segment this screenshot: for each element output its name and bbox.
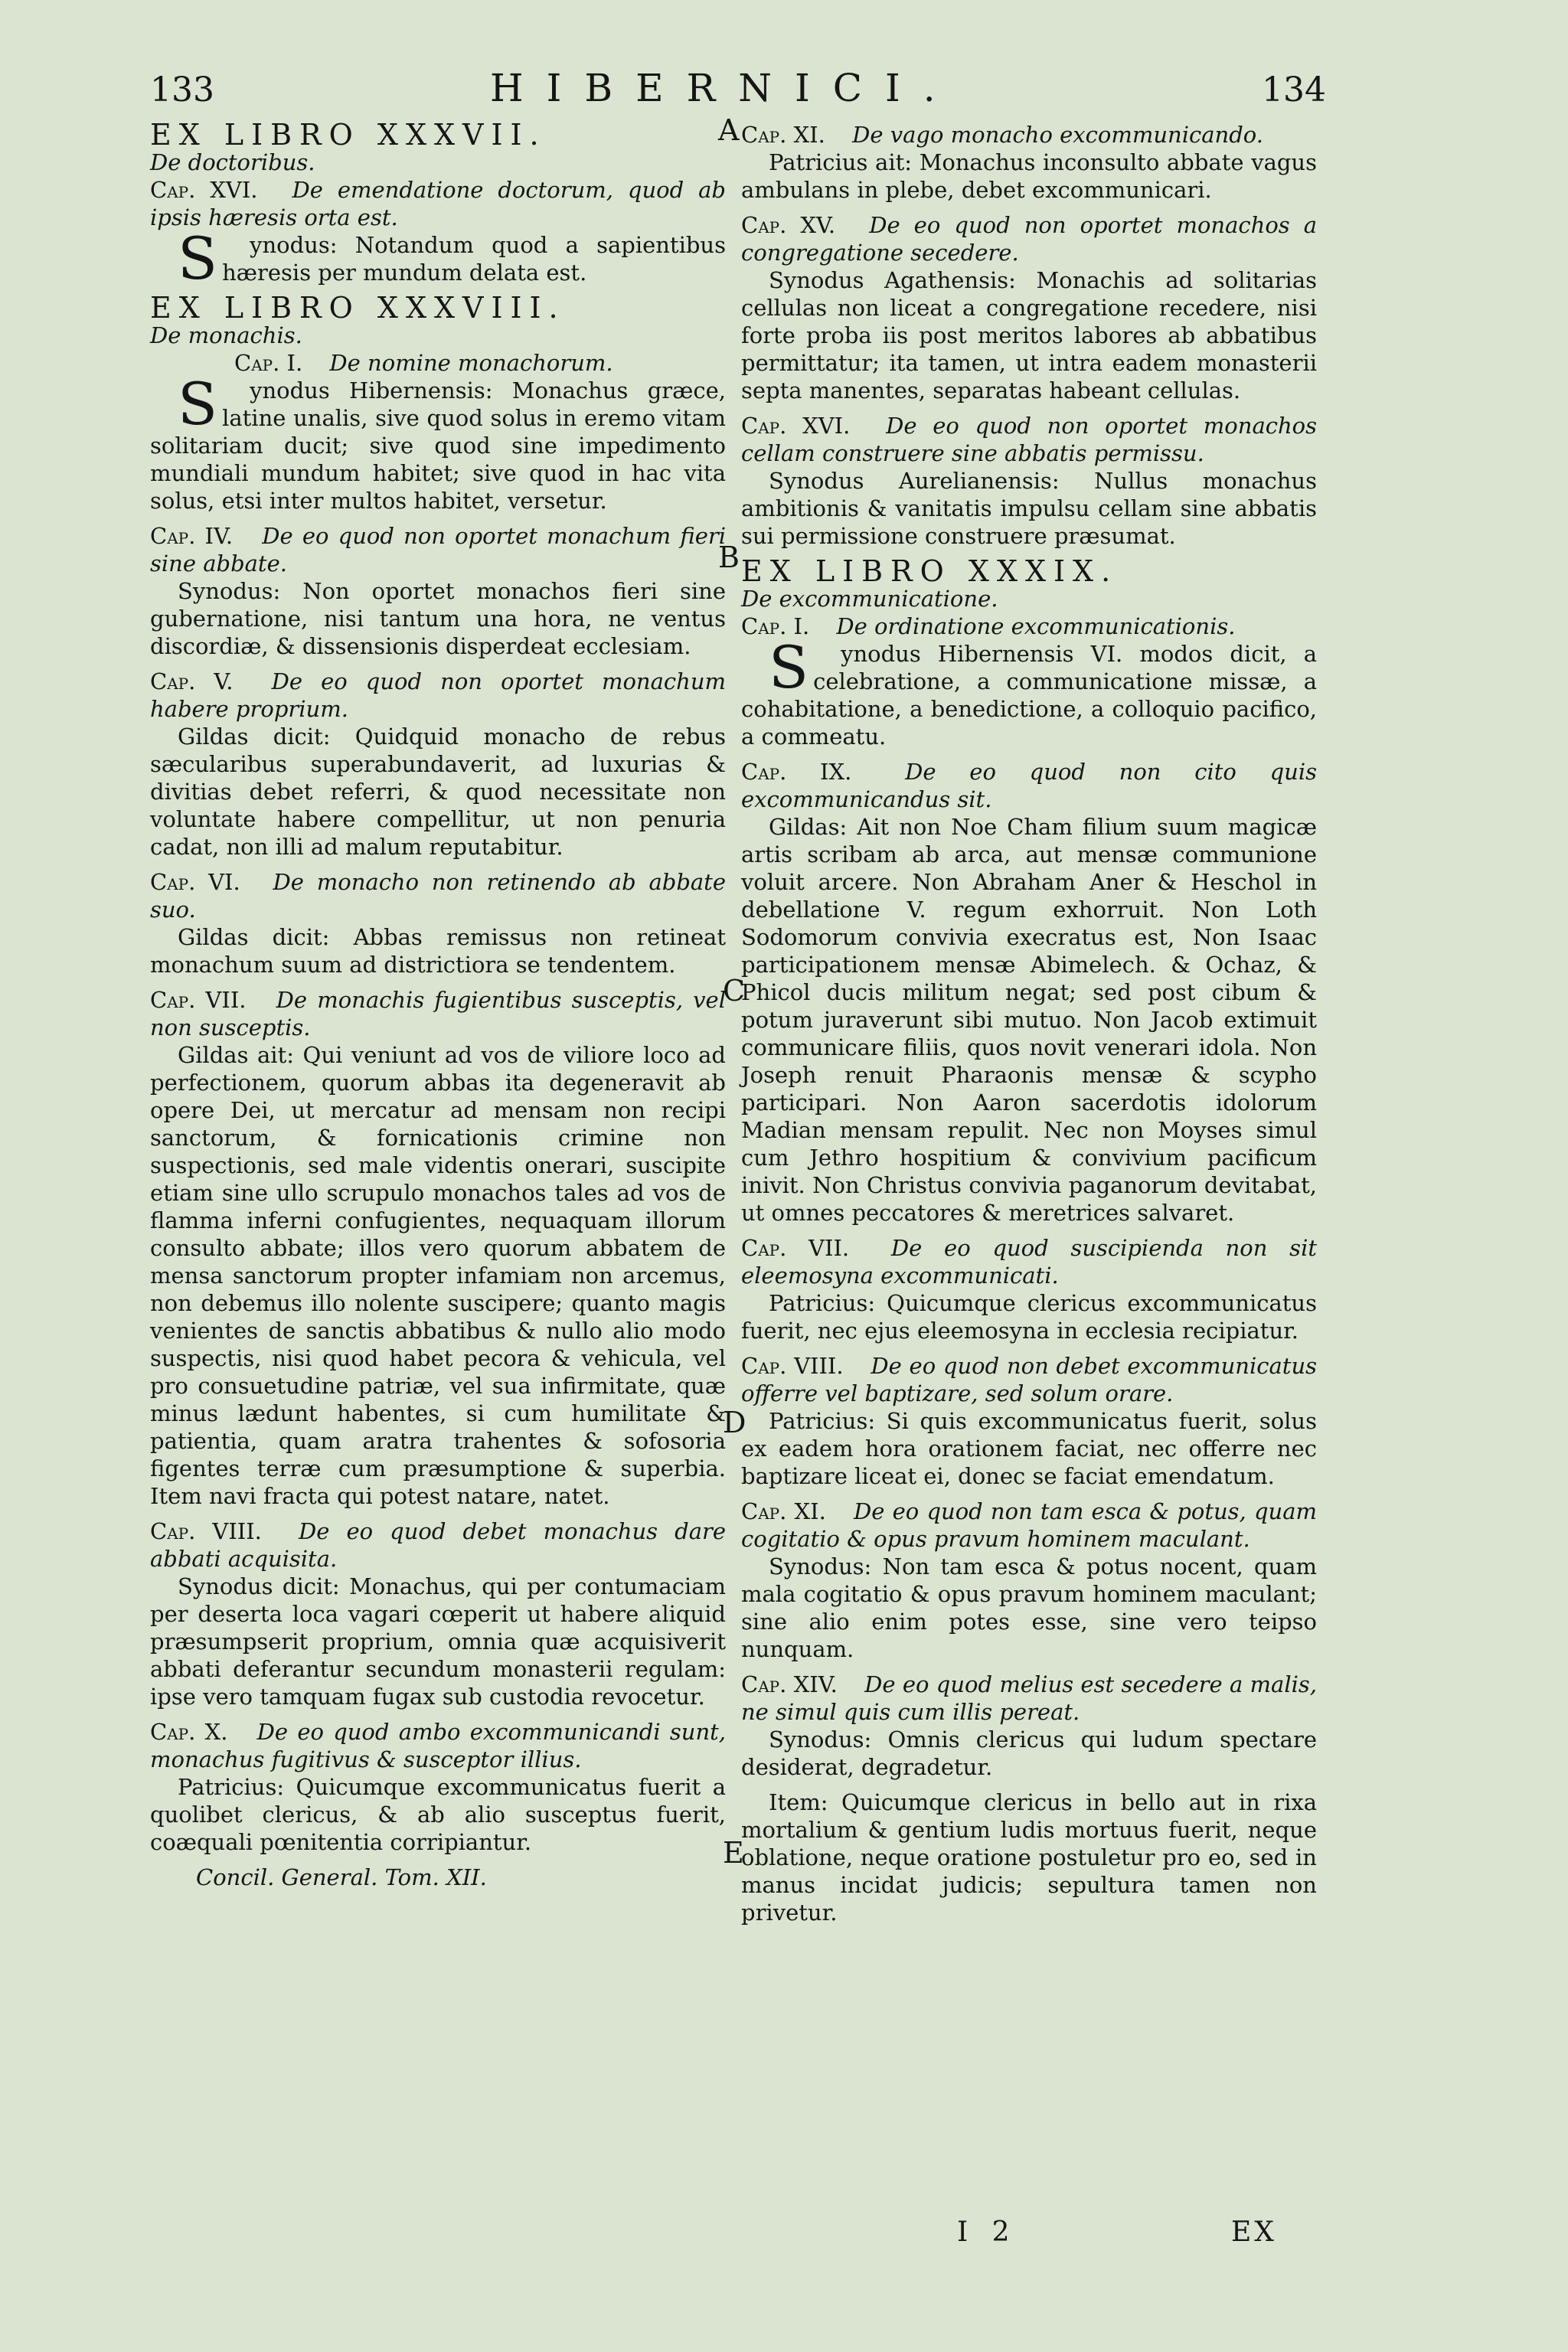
chapter-heading: [150, 1718, 726, 1773]
chapter-heading: [741, 1671, 1317, 1726]
chapter-title: De eo quod non oportet monachum habere proprium.: [150, 668, 726, 722]
chapter-number: Cap. VII.: [741, 1235, 850, 1261]
chapter-title: De eo quod non cito quis excommunicandus sit.: [741, 759, 1317, 812]
chapter-heading: [741, 412, 1317, 467]
right-column: [741, 121, 1317, 1934]
chapter-title: De monachis fugientibus susceptis, vel non susceptis.: [150, 987, 726, 1040]
left-page-number: 133: [150, 70, 214, 109]
paragraph: Synodus: Omnis clericus qui ludum spectare desiderat, degradetur.: [741, 1726, 1317, 1780]
paragraph: Gildas dicit: Quidquid monacho de rebus sæcularibus superabundaverit, ad luxurias & divitias debet referri, & quod necessitate non voluntate habere compellitur, ut non penuria cadat, non illi ad malum reputabitur.: [150, 724, 726, 860]
chapter-heading: [150, 986, 726, 1041]
chapter-number: Cap. V.: [150, 668, 234, 694]
chapter-heading: [150, 522, 726, 577]
chapter-number: Cap. VIII.: [741, 1353, 844, 1379]
chapter-title: De monacho non retinendo ab abbate suo.: [150, 869, 726, 923]
chapter-title: De eo quod debet monachus dare abbati acquisita.: [150, 1518, 727, 1572]
book-heading: EX LIBRO XXXIX.: [741, 554, 1119, 588]
chapter-heading: [150, 668, 726, 723]
margin-letter-e: E: [723, 1836, 744, 1870]
chapter-title: De vago monacho excommunicando.: [852, 122, 1263, 148]
margin-letter-a: A: [718, 113, 740, 147]
chapter-heading: [741, 612, 1317, 640]
chapter-number: Cap. VII.: [150, 987, 247, 1013]
paragraph: Synodus Hibernensis: Monachus græce, latine unalis, sive quod solus in eremo vitam solitariam ducit; sive quod sine impedimento mundiali mundum habitet; sive quod in hac vita solus, etsi inter multos habitet, versetur.: [150, 370, 726, 514]
chapter-heading: [741, 1234, 1317, 1289]
chapter-title: De eo quod suscipienda non sit eleemosyna excommunicati.: [741, 1235, 1317, 1289]
paragraph: Patricius: Quicumque clericus excommunicatus fuerit, nec ejus eleemosyna in ecclesia recipiatur.: [741, 1290, 1317, 1344]
paragraph: Synodus: Non tam esca & potus nocent, quam mala cogitatio & opus pravum hominem maculant; sine alio enim potes esse, sine vero teipso nunquam.: [741, 1553, 1317, 1662]
chapter-number: Cap. XVI.: [150, 177, 258, 203]
chapter-number: Cap. X.: [150, 1719, 228, 1745]
chapter-heading: [741, 121, 1317, 149]
book-heading: EX LIBRO XXXVII.: [150, 118, 547, 152]
right-page-number: 134: [1262, 70, 1326, 109]
chapter-number: Cap. XI.: [741, 1498, 826, 1524]
source-note: Concil. General. Tom. XII.: [196, 1864, 487, 1890]
chapter-title: De eo quod non oportet monachum fieri sine abbate.: [150, 523, 727, 577]
chapter-number: Cap. XI.: [741, 122, 825, 148]
chapter-title: De eo quod non debet excommunicatus offerre vel baptizare, sed solum orare.: [741, 1353, 1317, 1406]
paragraph: Patricius: Si quis excommunicatus fuerit, solus ex eadem hora orationem faciat, nec offerre nec baptizare liceat ei, donec se faciat emendatum.: [741, 1408, 1317, 1489]
chapter-number: Cap. I.: [741, 613, 810, 639]
margin-letter-d: D: [723, 1406, 746, 1439]
catchword: EX: [1231, 2216, 1277, 2248]
chapter-heading: [741, 758, 1317, 813]
chapter-heading: [150, 1517, 726, 1573]
chapter-heading: [741, 1498, 1317, 1553]
chapter-number: Cap. VI.: [150, 869, 240, 895]
running-title: HIBERNICI.: [490, 66, 959, 110]
paragraph: Gildas: Ait non Noe Cham filium suum magicæ artis scribam ab arca, aut mensæ communione voluit arcere. Non Abraham Aner & Heschol in debellatione V. regum exhorruit. Non Loth Sodomorum convivia execratus est, Non Isaac participationem mensæ Abimelech. & Ochaz, & Phicol ducis militum negat; sed post cibum & potum juraverunt sibi mutuo. Non Jacob extimuit communicare filiis, quos novit venerari idola. Non Joseph renuit Pharaonis mensæ & scypho participari. Non Aaron sacerdotis idolorum Madian mensam repulit. Nec non Moyses simul cum Jethro hospitium & convivium pacificum inivit. Non Christus convivia paganorum devitabat, ut omnes peccatores & meretrices salvaret.: [741, 814, 1317, 1226]
paragraph: Synodus Hibernensis VI. modos dicit, a celebratione, a communicatione missæ, a cohabitatione, a benedictione, a colloquio pacifico, a commeatu.: [741, 633, 1317, 750]
chapter-number: Cap. XV.: [741, 212, 836, 238]
chapter-title: De eo quod ambo excommunicandi sunt, monachus fugitivus & susceptor illius.: [150, 1719, 726, 1772]
book-heading: EX LIBRO XXXVIII.: [150, 291, 566, 325]
chapter-heading: [741, 1352, 1317, 1407]
paragraph: Synodus: Non oportet monachos fieri sine gubernatione, nisi tantum una hora, ne ventus discordiæ, & dissensionis disperdeat ecclesiam.: [150, 578, 726, 659]
left-column: [150, 118, 727, 1891]
section-title: De doctoribus.: [150, 149, 315, 175]
paragraph: Synodus: Notandum quod a sapientibus hæresis per mundum delata est.: [178, 224, 726, 292]
chapter-number: Cap. XVI.: [741, 413, 851, 439]
chapter-title: De eo quod melius est secedere a malis, ne simul quis cum illis pereat.: [741, 1671, 1317, 1725]
chapter-number: Cap. VIII.: [150, 1518, 262, 1544]
chapter-number: Cap. IV.: [150, 523, 234, 549]
paragraph: Gildas dicit: Abbas remissus non retineat monachum suum ad districtiora se tendentem.: [150, 924, 726, 978]
paragraph: Gildas ait: Qui veniunt ad vos de viliore loco ad perfectionem, quorum abbas ita degeneravit ab opere Dei, ut mercatur ad mensam non recipi sanctorum, & fornicationis crimine non suspectionis, sed male videntis onerari, suscipite etiam sine ullo scrupulo monachos tales ad vos de flamma inferni confugientes, nequaquam illorum consulto abbate; illos vero quorum abbatem de mensa sanctorum propter infamiam non arcemus, non debemus illo nolente suscipere; quanto magis venientes de sanctis abbatibus & nullo alio modo suspectis, nisi quod habet pecora & vehicula, vel pro consuetudine patriæ, vel sua infirmitate, quæ minus lædunt habentes, si cum humilitate & patientia, quam aratra trahentes & sofosoria figentes terræ cum præsumptione & superbia. Item navi fracta qui potest natare, natet.: [150, 1042, 726, 1509]
chapter-title: De nomine monachorum.: [329, 350, 613, 376]
chapter-title: De eo quod non tam esca & potus, quam cogitatio & opus pravum hominem maculant.: [741, 1498, 1317, 1552]
signature-mark: I 2: [957, 2216, 1018, 2248]
section-title: De monachis.: [150, 322, 302, 348]
paragraph: Patricius: Quicumque excommunicatus fuerit a quolibet clericus, & ab alio susceptus fuerit, coæquali pœnitentia corripiantur.: [150, 1774, 726, 1855]
paragraph: Synodus Aurelianensis: Nullus monachus ambitionis & vanitatis impulsu cellam sine abbatis sui permissione construere præsumat.: [741, 468, 1317, 549]
paragraph: Synodus dicit: Monachus, qui per contumaciam per deserta loca vagari cœperit ut habere aliquid præsumpserit proprium, omnia quæ acquisiverit abbati deferantur secundum monasterii regulam: ipse vero tamquam fugax sub custodia revocetur.: [150, 1573, 726, 1710]
chapter-heading: [150, 176, 726, 231]
chapter-number: Cap. IX.: [741, 759, 852, 785]
chapter-number: Cap. I.: [234, 350, 303, 376]
section-title: De excommunicatione.: [741, 586, 998, 612]
chapter-title: De emendatione doctorum, quod ab ipsis hæresis orta est.: [150, 177, 726, 230]
chapter-heading: [150, 868, 726, 923]
margin-letter-b: B: [718, 541, 740, 574]
chapter-title: De ordinatione excommunicationis.: [836, 613, 1236, 639]
chapter-title: De eo quod non oportet monachos cellam construere sine abbatis permissu.: [741, 413, 1317, 466]
margin-letter-c: C: [723, 974, 746, 1008]
paragraph: Patricius ait: Monachus inconsulto abbate vagus ambulans in plebe, debet excommunicari.: [741, 149, 1317, 203]
chapter-heading: [234, 349, 726, 377]
chapter-title: De eo quod non oportet monachos a congregatione secedere.: [741, 212, 1318, 266]
chapter-heading: [741, 211, 1317, 266]
paragraph: Item: Quicumque clericus in bello aut in rixa mortalium & gentium ludis mortuus fuerit, neque oblatione, neque oratione postuletur pro eo, sed in manus incidat judicis; sepultura tamen non privetur.: [741, 1789, 1317, 1926]
paragraph: Synodus Agathensis: Monachis ad solitarias cellulas non liceat a congregatione recedere, nisi forte proba iis post meritos labores ab abbatibus permittatur; ita tamen, ut intra eadem monasterii septa manentes, separatas habeant cellulas.: [741, 267, 1317, 403]
chapter-number: Cap. XIV.: [741, 1671, 838, 1697]
